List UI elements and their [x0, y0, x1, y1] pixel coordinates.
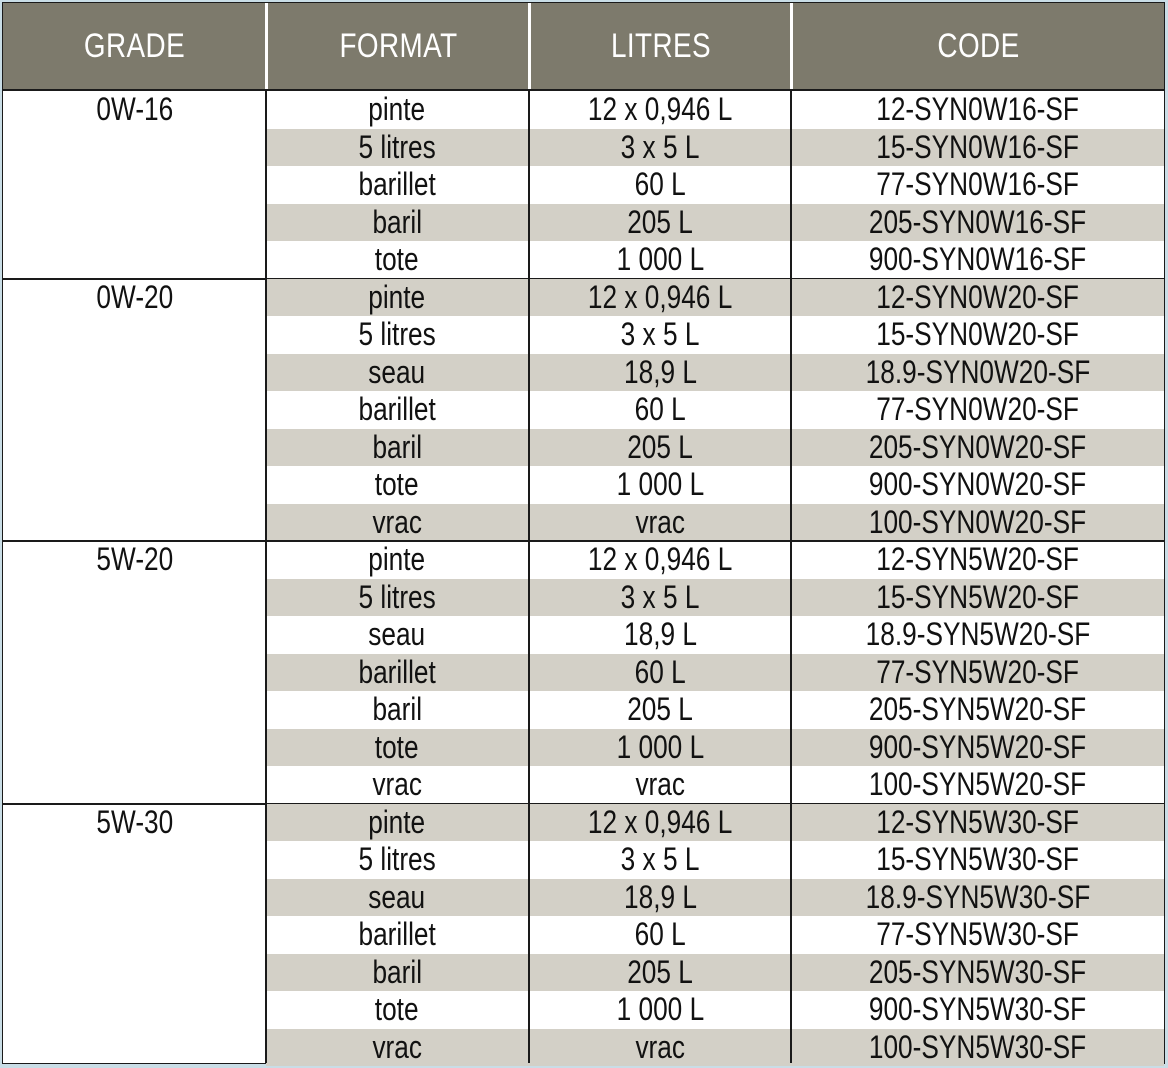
code-cell: 205-SYN0W16-SF — [868, 203, 1087, 240]
code-cell: 12-SYN5W20-SF — [876, 541, 1079, 578]
format-cell: pinte — [368, 91, 426, 128]
table-row — [266, 991, 1164, 1029]
litres-cell: 12 x 0,946 L — [587, 91, 733, 128]
code-cell: 77-SYN0W16-SF — [876, 166, 1079, 203]
format-cell: baril — [372, 691, 422, 728]
litres-cell: vrac — [635, 1028, 685, 1065]
grade-label: 0W-16 — [96, 91, 173, 128]
format-cell: 5 litres — [358, 128, 436, 165]
table-row — [266, 579, 1164, 617]
table-row — [266, 316, 1164, 354]
litres-cell: 60 L — [634, 166, 686, 203]
format-cell: barillet — [358, 653, 436, 690]
code-cell: 18.9-SYN5W30-SF — [865, 878, 1090, 915]
table-row — [266, 654, 1164, 692]
code-cell: 15-SYN5W20-SF — [876, 578, 1079, 615]
format-cell: tote — [375, 466, 419, 503]
code-cell: 205-SYN5W20-SF — [868, 691, 1087, 728]
table-row — [266, 691, 1164, 729]
code-cell: 15-SYN0W16-SF — [876, 128, 1079, 165]
code-cell: 12-SYN0W20-SF — [876, 278, 1079, 315]
header-code: CODE — [937, 26, 1020, 65]
table-row — [266, 204, 1164, 242]
code-cell: 205-SYN0W20-SF — [868, 428, 1087, 465]
litres-cell: 1 000 L — [616, 728, 704, 765]
grade-label: 5W-30 — [96, 803, 173, 840]
code-cell: 100-SYN0W20-SF — [868, 503, 1087, 540]
code-cell: 12-SYN0W16-SF — [876, 91, 1079, 128]
format-cell: barillet — [358, 391, 436, 428]
litres-cell: 3 x 5 L — [620, 841, 700, 878]
code-cell: 900-SYN5W20-SF — [868, 728, 1087, 765]
litres-cell: 18,9 L — [623, 878, 697, 915]
litres-cell: 12 x 0,946 L — [587, 278, 733, 315]
table-row — [266, 391, 1164, 429]
format-cell: pinte — [368, 278, 426, 315]
code-cell: 900-SYN0W16-SF — [868, 241, 1087, 278]
format-cell: barillet — [358, 166, 436, 203]
format-cell: 5 litres — [358, 578, 436, 615]
litres-cell: 205 L — [627, 691, 693, 728]
code-cell: 18.9-SYN5W20-SF — [865, 616, 1090, 653]
format-cell: seau — [368, 616, 426, 653]
litres-cell: 60 L — [634, 391, 686, 428]
grade-label: 5W-20 — [96, 541, 173, 578]
column-divider — [790, 91, 792, 1063]
code-cell: 100-SYN5W30-SF — [868, 1028, 1087, 1065]
header-separator — [265, 3, 268, 89]
table-row — [266, 241, 1164, 279]
table-row — [266, 166, 1164, 204]
code-cell: 77-SYN5W20-SF — [876, 653, 1079, 690]
format-cell: seau — [368, 353, 426, 390]
format-cell: seau — [368, 878, 426, 915]
code-cell: 900-SYN5W30-SF — [868, 991, 1087, 1028]
table-row — [266, 616, 1164, 654]
code-cell: 12-SYN5W30-SF — [876, 803, 1079, 840]
column-divider — [528, 91, 530, 1063]
format-cell: tote — [375, 728, 419, 765]
litres-cell: 60 L — [634, 916, 686, 953]
code-cell: 15-SYN0W20-SF — [876, 316, 1079, 353]
format-cell: baril — [372, 203, 422, 240]
litres-cell: 3 x 5 L — [620, 578, 700, 615]
litres-cell: 205 L — [627, 428, 693, 465]
litres-cell: vrac — [635, 503, 685, 540]
table-row — [266, 916, 1164, 954]
table-body — [3, 91, 1164, 1063]
litres-cell: 12 x 0,946 L — [587, 803, 733, 840]
format-cell: baril — [372, 428, 422, 465]
format-cell: tote — [375, 991, 419, 1028]
header-grade: GRADE — [83, 26, 186, 65]
code-cell: 77-SYN0W20-SF — [876, 391, 1079, 428]
table-row — [266, 429, 1164, 467]
litres-cell: 60 L — [634, 653, 686, 690]
format-cell: 5 litres — [358, 316, 436, 353]
litres-cell: 18,9 L — [623, 616, 697, 653]
table-row — [266, 841, 1164, 879]
code-cell: 900-SYN0W20-SF — [868, 466, 1087, 503]
litres-cell: 3 x 5 L — [620, 128, 700, 165]
format-cell: vrac — [372, 503, 422, 540]
table-row — [266, 766, 1164, 804]
table-row — [266, 354, 1164, 392]
litres-cell: 18,9 L — [623, 353, 697, 390]
table-row — [266, 279, 1164, 317]
format-cell: tote — [375, 241, 419, 278]
format-cell: barillet — [358, 916, 436, 953]
format-cell: vrac — [372, 1028, 422, 1065]
table-row — [266, 129, 1164, 167]
table-row — [266, 466, 1164, 504]
column-divider — [265, 91, 267, 1063]
table-header — [3, 3, 1164, 91]
code-cell: 18.9-SYN0W20-SF — [865, 353, 1090, 390]
table-row — [266, 954, 1164, 992]
litres-cell: 3 x 5 L — [620, 316, 700, 353]
format-cell: pinte — [368, 541, 426, 578]
grade-label: 0W-20 — [96, 278, 173, 315]
header-separator — [790, 3, 793, 89]
header-separator — [528, 3, 531, 89]
litres-cell: 12 x 0,946 L — [587, 541, 733, 578]
table-row — [266, 504, 1164, 542]
table-row — [266, 804, 1164, 842]
litres-cell: 205 L — [627, 953, 693, 990]
format-cell: pinte — [368, 803, 426, 840]
litres-cell: 205 L — [627, 203, 693, 240]
header-format: FORMAT — [339, 26, 458, 65]
code-cell: 15-SYN5W30-SF — [876, 841, 1079, 878]
table-row — [266, 91, 1164, 129]
code-cell: 100-SYN5W20-SF — [868, 766, 1087, 803]
table-row — [266, 1029, 1164, 1067]
table-row — [266, 729, 1164, 767]
table-row — [266, 541, 1164, 579]
product-table — [2, 2, 1165, 1064]
format-cell: vrac — [372, 766, 422, 803]
litres-cell: vrac — [635, 766, 685, 803]
format-cell: baril — [372, 953, 422, 990]
format-cell: 5 litres — [358, 841, 436, 878]
litres-cell: 1 000 L — [616, 241, 704, 278]
header-litres: LITRES — [610, 26, 712, 65]
litres-cell: 1 000 L — [616, 991, 704, 1028]
code-cell: 77-SYN5W30-SF — [876, 916, 1079, 953]
table-row — [266, 879, 1164, 917]
litres-cell: 1 000 L — [616, 466, 704, 503]
code-cell: 205-SYN5W30-SF — [868, 953, 1087, 990]
